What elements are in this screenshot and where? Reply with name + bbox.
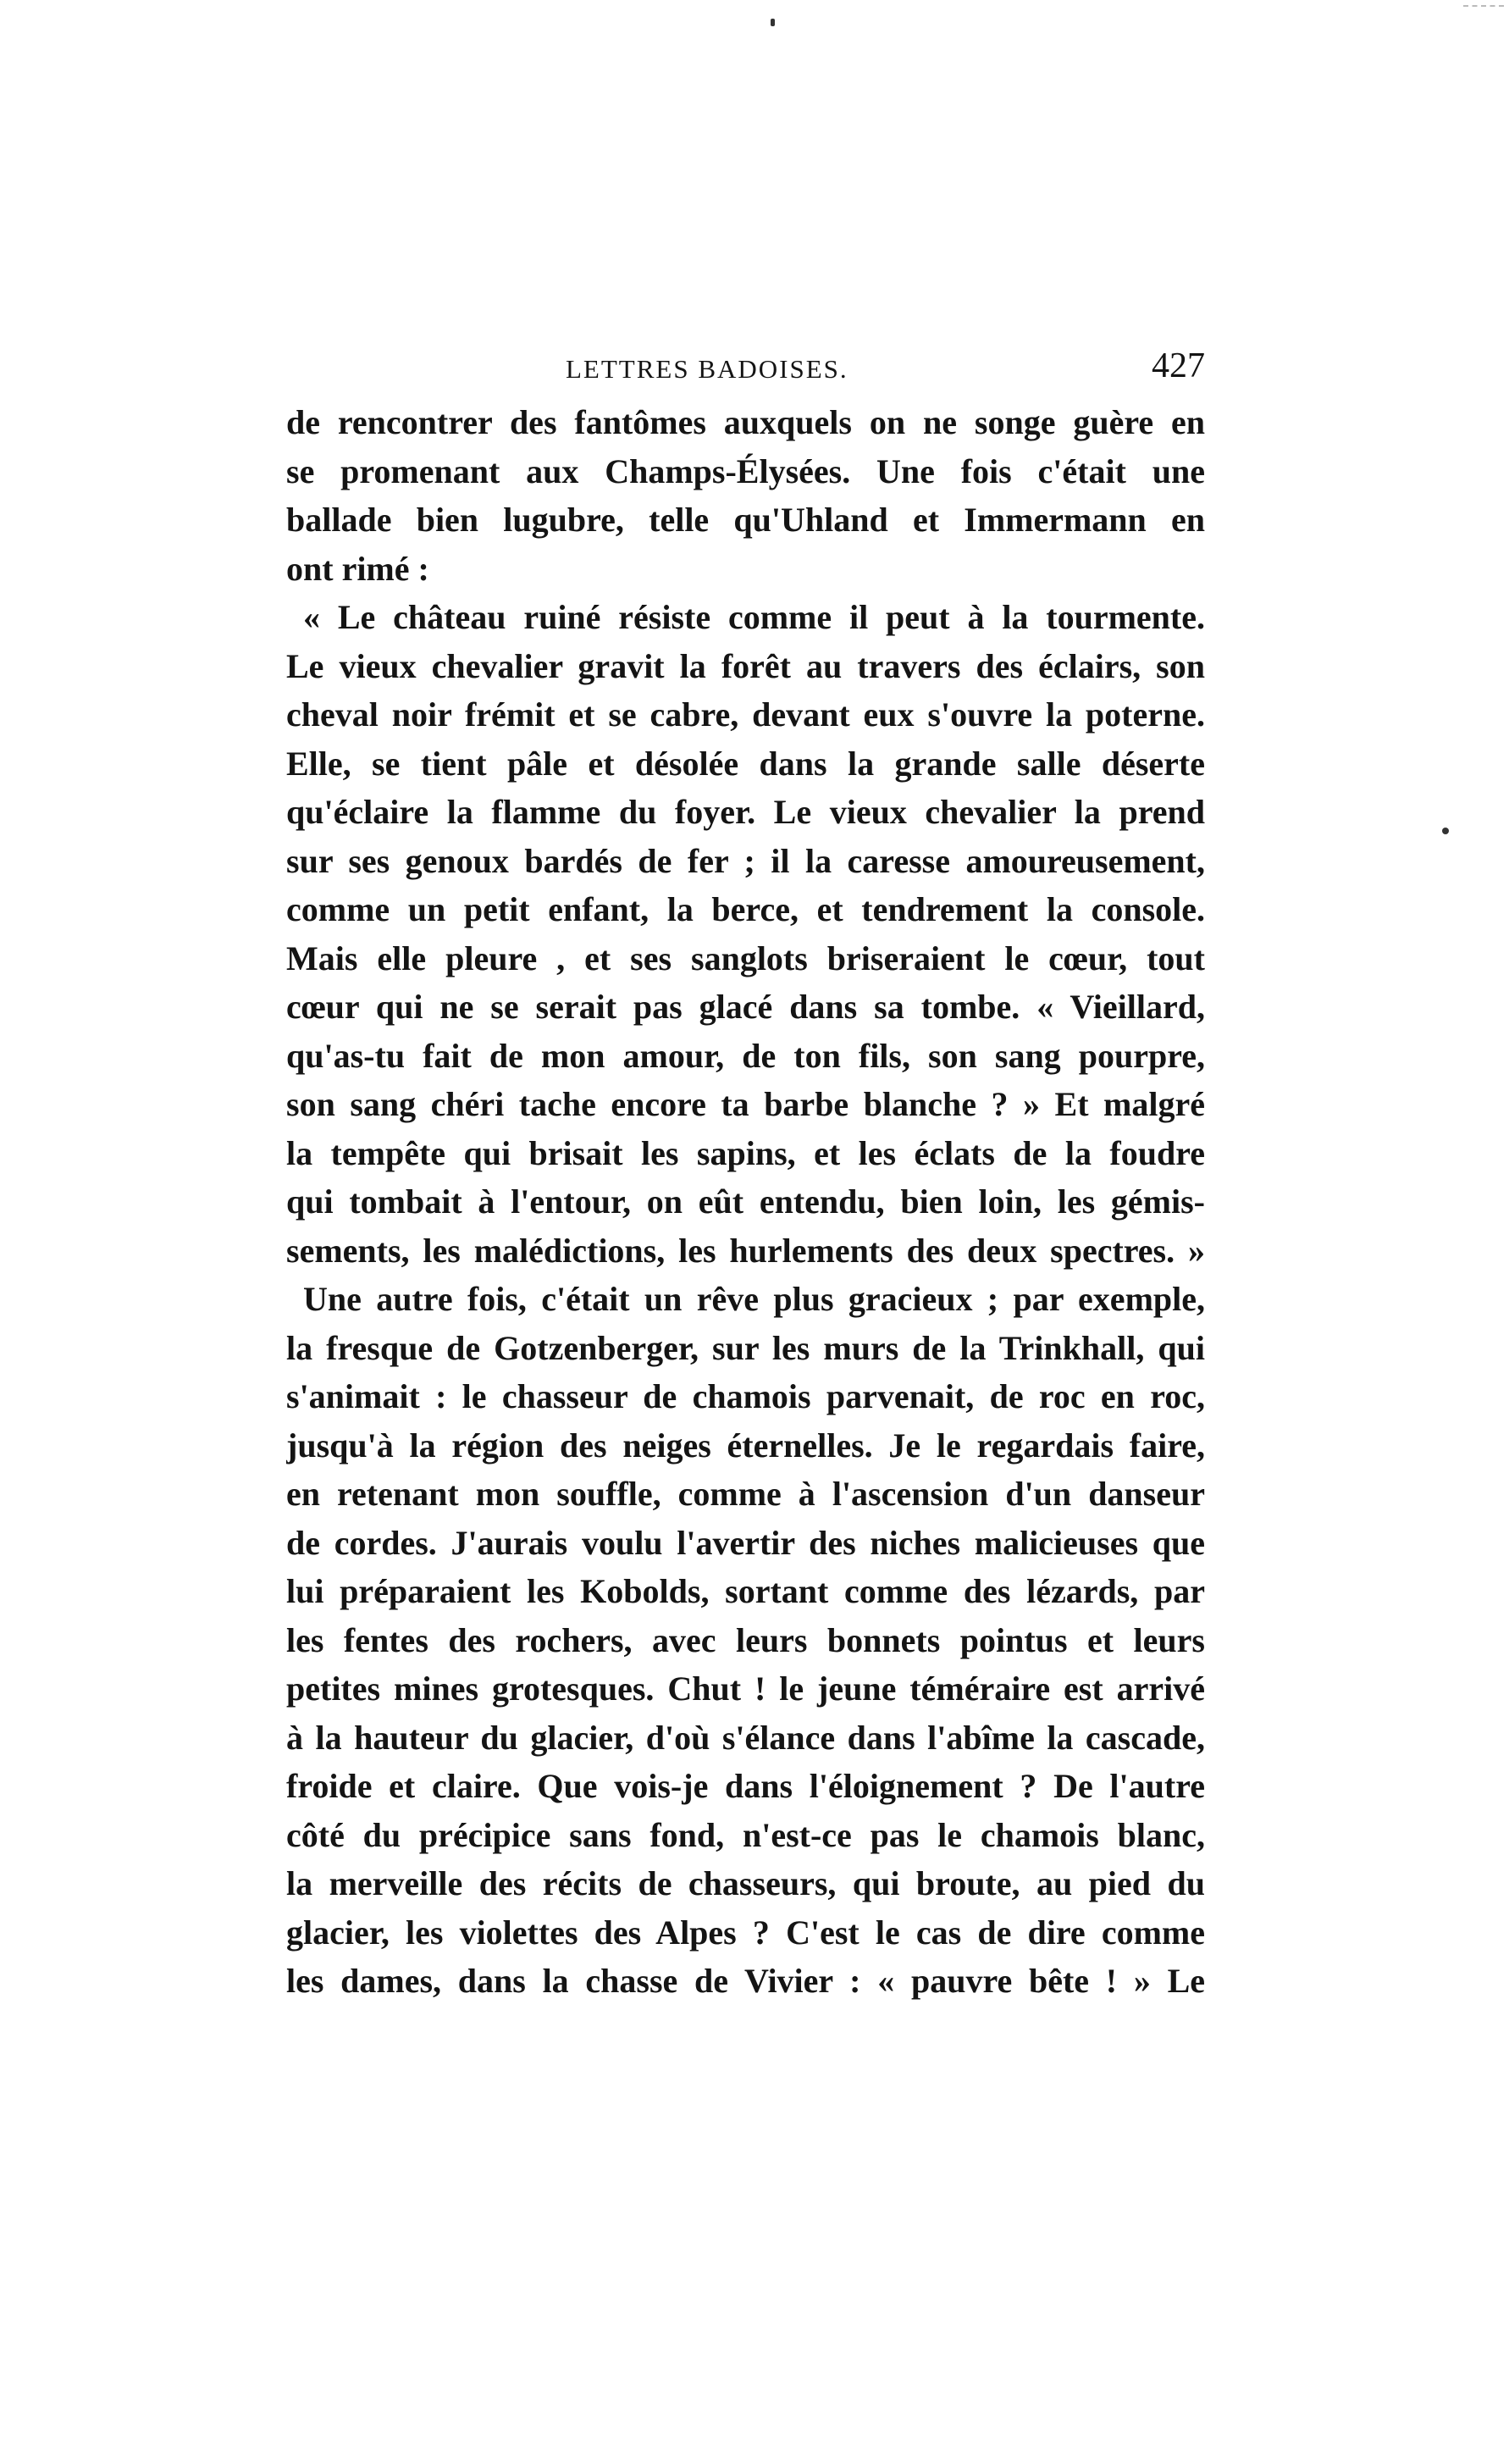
text-line: qu'éclaire la flamme du foyer. Le vieux chevalier la prend	[286, 793, 1205, 831]
page-number: 427	[1152, 346, 1205, 385]
text-line: les fentes des rochers, avec leurs bonnets pointus et leurs	[286, 1620, 1205, 1659]
body-text	[286, 398, 1205, 2006]
text-line: les dames, dans la chasse de Vivier : « pauvre bête ! » Le	[286, 1962, 1205, 2000]
margin-ink-dot	[1442, 828, 1449, 834]
text-line: la merveille des récits de chasseurs, qui broute, au pied du	[286, 1864, 1205, 1902]
text-line: « Le château ruiné résiste comme il peut à la tourmente.	[303, 598, 1205, 636]
text-line: lui préparaient les Kobolds, sortant comme des lézards, par	[286, 1572, 1205, 1610]
text-line: en retenant mon souffle, comme à l'ascension d'un danseur	[286, 1475, 1205, 1513]
text-line: Elle, se tient pâle et désolée dans la grande salle déserte	[286, 744, 1205, 783]
scan-edge-mark	[1463, 5, 1504, 7]
text-line: qu'as-tu fait de mon amour, de ton fils, son sang pourpre,	[286, 1036, 1205, 1075]
text-line: à la hauteur du glacier, d'où s'élance dans l'abîme la cascade,	[286, 1718, 1205, 1757]
text-line: se promenant aux Champs-Élysées. Une fois c'était une	[286, 451, 1205, 490]
ink-speck	[771, 19, 775, 26]
text-line: jusqu'à la région des neiges éternelles. Je le regardais faire,	[286, 1426, 1205, 1465]
text-line: ont rimé :	[286, 549, 429, 588]
text-line: de rencontrer des fantômes auxquels on ne songe guère en	[286, 403, 1205, 441]
text-line: comme un petit enfant, la berce, et tendrement la console.	[286, 890, 1205, 928]
text-line: Le vieux chevalier gravit la forêt au travers des éclairs, son	[286, 646, 1205, 685]
text-line: la fresque de Gotzenberger, sur les murs de la Trinkhall, qui	[286, 1328, 1205, 1367]
text-line: Une autre fois, c'était un rêve plus gracieux ; par exemple,	[303, 1280, 1205, 1318]
text-line: cheval noir frémit et se cabre, devant eux s'ouvre la poterne.	[286, 695, 1205, 734]
text-line: la tempête qui brisait les sapins, et les éclats de la foudre	[286, 1133, 1205, 1172]
text-line: petites mines grotesques. Chut ! le jeune téméraire est arrivé	[286, 1669, 1205, 1708]
text-line: Mais elle pleure , et ses sanglots briseraient le cœur, tout	[286, 939, 1205, 977]
text-line: glacier, les violettes des Alpes ? C'est le cas de dire comme	[286, 1913, 1205, 1952]
text-line: cœur qui ne se serait pas glacé dans sa tombe. « Vieillard,	[286, 988, 1205, 1026]
text-line: sements, les malédictions, les hurlements des deux spectres. »	[286, 1231, 1205, 1270]
text-line: ballade bien lugubre, telle qu'Uhland et Immermann en	[286, 501, 1205, 539]
text-line: de cordes. J'aurais voulu l'avertir des niches malicieuses que	[286, 1523, 1205, 1562]
text-line: qui tombait à l'entour, on eût entendu, bien loin, les gémis-	[286, 1182, 1205, 1221]
text-line: froide et claire. Que vois-je dans l'éloignement ? De l'autre	[286, 1767, 1205, 1805]
text-line: côté du précipice sans fond, n'est-ce pas le chamois blanc,	[286, 1815, 1205, 1854]
page-header	[286, 346, 1205, 396]
text-line: son sang chéri tache encore ta barbe blanche ? » Et malgré	[286, 1085, 1205, 1123]
text-line: s'animait : le chasseur de chamois parvenait, de roc en roc,	[286, 1377, 1205, 1415]
running-title: LETTRES BADOISES.	[566, 354, 848, 384]
text-line: sur ses genoux bardés de fer ; il la caresse amoureusement,	[286, 841, 1205, 880]
